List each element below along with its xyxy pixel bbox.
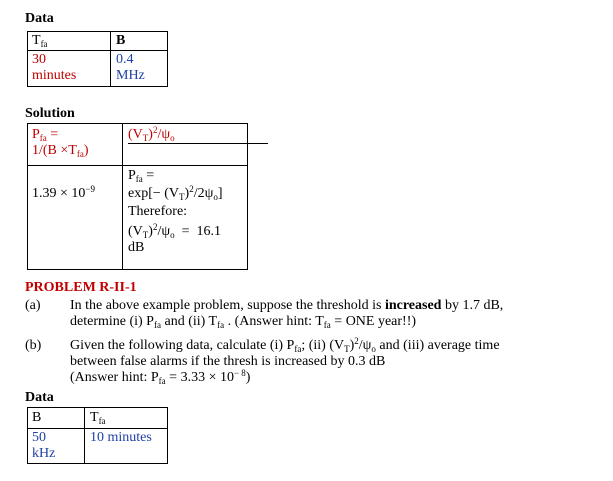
vt-psi-header: $(V_T)^2/\psi_o$ xyxy=(128,125,175,143)
part-a-text: In the above example problem, suppose the threshold is increased by 1.7 dB, determine (i) $P_{fa}$ and (ii) $T_{fa}$ . (Answer hint: $T_{fa}$ = ONE year!!) xyxy=(70,298,504,330)
data-heading-2: Data xyxy=(25,390,54,405)
data-heading-1: Data xyxy=(25,11,54,26)
solution-steps: $P_{fa}$ = $\exp[- (V_T)^2/2\psi_o]$ Therefore: $(V_T)^2/\psi_o = 16.1$ dB xyxy=(128,168,223,255)
part-a-label: (a) xyxy=(25,298,41,313)
solution-table xyxy=(27,123,248,270)
tfa-header-2: $T_{fa}$ xyxy=(90,410,106,426)
data-table-2 xyxy=(27,407,168,464)
tfa-header: $T_{fa}$ xyxy=(32,33,48,49)
part-b-label: (b) xyxy=(25,338,42,353)
pfa-value: $1.39 \times 10^{-9}$ xyxy=(32,184,95,201)
pfa-formula: $P_{fa}$ = $1/(B \times T_{fa})$ xyxy=(32,127,89,159)
tfa-value-2: 10 minutes xyxy=(90,430,152,445)
problem-title: PROBLEM R-II-1 xyxy=(25,280,137,295)
b-value-2: 50 kHz xyxy=(32,430,56,461)
b-header: B xyxy=(116,33,126,48)
b-value: 0.4 MHz xyxy=(116,52,145,83)
b-header-2: B xyxy=(32,410,42,425)
part-b-text: Given the following data, calculate (i) $P_{fa}$; (ii) $(V_T)^2/\psi_o$ and (iii) average time between false alarms if the thresh is increased by 0.3 dB (Answer hint: $P_{fa} = 3.33 \times 10^{- 8}$) xyxy=(70,336,500,386)
tfa-value: 30 minutes xyxy=(32,52,77,83)
solution-heading: Solution xyxy=(25,106,75,121)
data-table-1 xyxy=(27,31,168,87)
